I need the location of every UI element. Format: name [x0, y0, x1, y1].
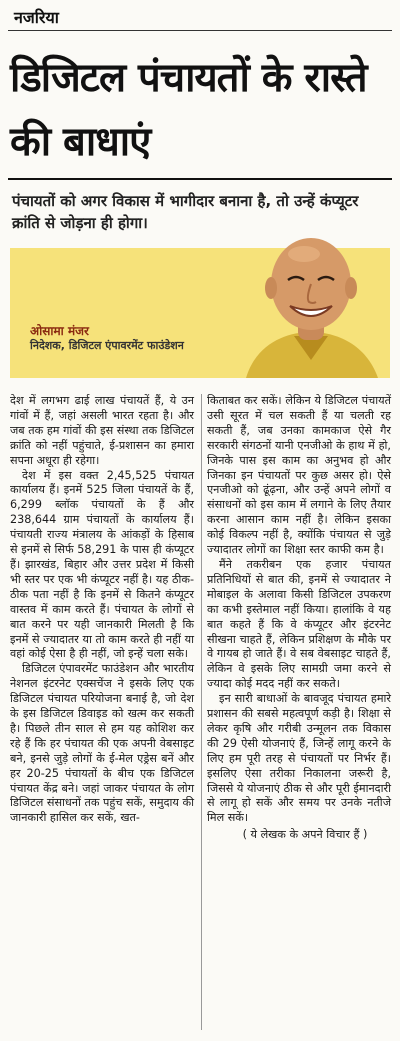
column-right [207, 394, 391, 843]
paragraph: डिजिटल एंपावरमेंट फाउंडेशन और भारतीय नेशनल इंटरनेट एक्सचेंज ने इसके लिए एक डिजिटल पंचायत परियोजना बनाई है, जो देश के इस डिजिटल डिवाइड को खत्म कर सकती है। पिछले तीन साल से हम यह कोशिश कर रहे हैं कि हर पंचायत की एक अपनी वेबसाइट बने, इनसे जुड़े लोगों के ई-मेल एड्रेस बनें और हर 20-25 पंचायतों के बीच एक डिजिटल पंचायत केंद्र बने। जहां जाकर पंचायत के लोग डिजिटल संसाधनों तक पहुंच सकें, समुदाय की जानकारी हासिल कर सकें, खत- [10, 662, 194, 825]
top-rule [8, 30, 392, 31]
section-tag: नजरिया [14, 8, 59, 27]
author-name: ओसामा मंजर [30, 324, 89, 338]
paragraph: देश में इस वक्त 2,45,525 पंचायत कार्यालय हैं। इनमें 525 जिला पंचायतें के हैं, 6,299 ब्लॉक पंचायतों के हैं और 238,644 ग्राम पंचायतों के कार्यालय हैं। पंचायती राज्य मंत्रालय के आंकड़ों के हिसाब से इनमें से सिर्फ 58,291 के पास ही कंप्यूटर हैं। झारखंड, बिहार और उत्तर प्रदेश में किसी भी स्तर पर एक भी कंप्यूटर नहीं है। यह ठीक-ठीक पता नहीं है कि इनमें से कितने कंप्यूटर वास्तव में काम करते हैं। पंचायत के लोगों से बात करने पर यही जानकारी मिलती है कि इनमें से ज्यादातर या तो काम करते ही नहीं या वहां कोई ऐसा है ही नहीं, जो इन्हें चला सके। [10, 468, 194, 661]
headline: डिजिटल पंचायतों के रास्ते की बाधाएं [10, 55, 367, 165]
paragraph: मैंने तकरीबन एक हजार पंचायत प्रतिनिधियों से बात की, इनमें से ज्यादातर ने मोबाइल के अलावा किसी डिजिटल उपकरण का कभी इस्तेमाल नहीं किया। हालांकि वे यह बात कहते हैं कि वे कंप्यूटर और इंटरनेट सीखना चाहते हैं, लेकिन प्रशिक्षण के मौके पर वे गायब हो जाते हैं। वे सब वेबसाइट चाहते हैं, लेकिन वे इसके लिए सामग्री जमा करने से ज्यादा कोई मदद नहीं कर सकते। [207, 557, 391, 691]
author-portrait-icon [236, 232, 386, 378]
headline-rule [8, 178, 392, 180]
column-left [10, 394, 194, 826]
standfirst: पंचायतों को अगर विकास में भागीदार बनाना है, तो उन्हें कंप्यूटर क्रांति से जोड़ना ही होगा। [12, 192, 359, 232]
paragraph: इन सारी बाधाओं के बावजूद पंचायत हमारे प्रशासन की सबसे महत्वपूर्ण कड़ी है। शिक्षा से लेकर कृषि और गरीबी उन्मूलन तक विकास की 29 ऐसी योजनाएं हैं, जिन्हें लागू करने के लिए हम पूरी तरह से पंचायतों पर निर्भर हैं। इसलिए ऐसा तरीका निकालना जरूरी है, जिससे ये योजनाएं ठीक से और पूरी ईमानदारी से लागू हो सकें और समय पर उनके नतीजे मिल सकें। [207, 692, 391, 825]
author-note: ( ये लेखक के अपने विचार हैं ) [242, 828, 368, 842]
column-divider [201, 394, 202, 1030]
paragraph: देश में लगभग ढाई लाख पंचायतें हैं, ये उन गांवों में हैं, जहां असली भारत रहता है। और जब तक हम गांवों की इस संस्था तक डिजिटल क्रांति को नहीं पहुंचाते, ई-प्रशासन का हमारा सपना अधूरा ही रहेगा। [10, 394, 194, 467]
paragraph: किताबत कर सकें। लेकिन ये डिजिटल पंचायतें उसी सूरत में चल सकती हैं या चलती रह सकती हैं, जब उनका कामकाज ऐसे गैर सरकारी संगठनों यानी एनजीओ के हाथ में हो, जिनके पास इस काम का अनुभव हो और जिनका इन पंचायतों पर कुछ असर हो। ऐसे एनजीओ को ढूंढ़ना, और उन्हें अपने लोगों व संसाधनों को इस काम में लगाने के लिए तैयार करना आसान काम नहीं है। लेकिन इसका कोई विकल्प नहीं है, क्योंकि पंचायत से जुड़े ज्यादातर लोगों का शिक्षा स्तर काफी कम है। [207, 394, 391, 557]
author-role: निदेशक, डिजिटल एंपावरमेंट फाउंडेशन [30, 339, 184, 352]
article-body [10, 394, 392, 1034]
